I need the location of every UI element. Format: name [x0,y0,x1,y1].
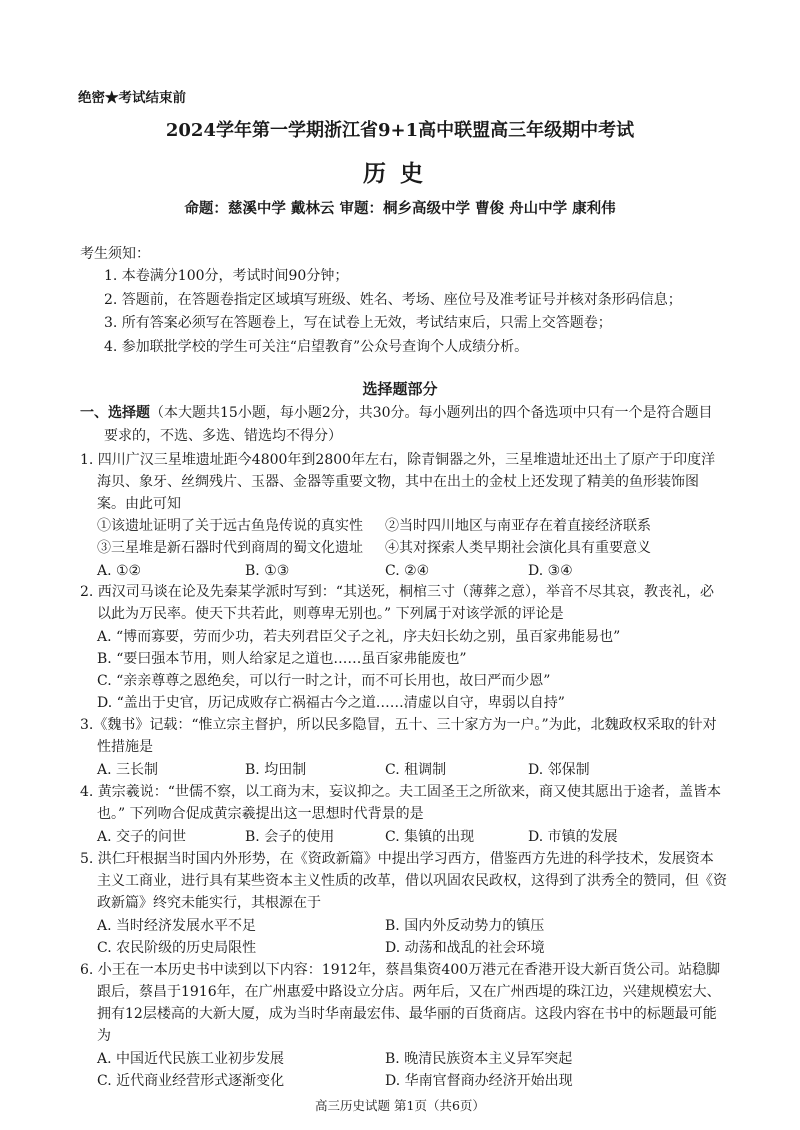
q3-option-c: C. 租调制 [385,762,447,778]
q1-stem-2: 海贝、象牙、丝绸残片、玉器、金器等重要文物，其中在出土的金杖上还发现了精美的鱼形装饰图 [97,474,699,490]
q2-option-d: D. “盖出于史官，历记成败存亡祸福古今之道……清虚以自守，卑弱以自持” [97,695,565,711]
q1-statement-3: ③三星堆是新石器时代到商周的蜀文化遗址 [97,540,363,556]
q5-option-d: D. 动荡和战乱的社会环境 [385,940,545,956]
q2-option-b: B. “要曰强本节用，则人给家足之道也……虽百家弗能废也” [97,651,467,667]
subject-title: 历史 [363,160,437,187]
confidential-mark: 绝密★考试结束前 [78,90,186,106]
part1-label: 一、选择题 [80,405,150,421]
part1-text-2: 要求的，不选、多选、错选均不得分） [104,428,342,444]
q5-option-c: C. 农民阶级的历史局限性 [97,940,257,956]
q4-stem-1: 4. 黄宗羲说：“世儒不察，以工商为末，妄议抑之。夫工固圣王之所欲来，商又使其愿出于途者，盖皆本 [80,784,721,800]
q4-option-b: B. 会子的使用 [245,829,335,845]
q5-stem-2: 主义工商业，进行具有某些资本主义性质的改革，借以巩固农民政权，这得到了洪秀全的赞同，但《资 [97,873,727,889]
q3-stem-1: 3.《魏书》记载：“惟立宗主督护，所以民多隐冒，五十、三十家方为一户。”为此，北魏政权采取的针对 [80,717,717,733]
q2-stem-1: 2. 西汉司马谈在论及先秦某学派时写到：“其送死，桐棺三寸（薄葬之意），举音不尽其哀，教丧礼，必 [80,584,714,600]
notice-heading: 考生须知： [80,246,150,262]
q2-stem-2: 以此为万民率。使天下共若此，则尊卑无别也。” 下列属于对该学派的评论是 [97,606,564,622]
q6-stem-1: 6. 小王在一本历史书中读到以下内容：1912年，蔡昌集资400万港元在香港开设大新百货公司。站稳脚 [80,962,721,978]
q6-stem-4: 为 [97,1028,111,1044]
q1-option-b: B. ①③ [245,563,290,579]
q3-option-a: A. 三长制 [97,762,159,778]
q1-option-a: A. ①② [97,563,142,579]
notice-item-1: 1. 本卷满分100分，考试时间90分钟； [104,268,349,284]
q5-stem-1: 5. 洪仁玕根据当时国内外形势，在《资政新篇》中提出学习西方，借鉴西方先进的科学技术，发展资本 [80,851,714,867]
q1-option-d: D. ③④ [528,563,573,579]
q1-statement-2: ②当时四川地区与南亚存在着直接经济联系 [385,518,651,534]
q3-stem-2: 性措施是 [97,739,153,755]
q3-option-b: B. 均田制 [245,762,307,778]
part1-text-1: （本大题共15小题，每小题2分，共30分。每小题列出的四个备选项中只有一个是符合题目 [150,405,713,421]
q1-stem-3: 案。由此可知 [97,496,181,512]
q5-option-b: B. 国内外反动势力的镇压 [385,918,545,934]
q2-option-c: C. “亲亲尊尊之恩绝矣，可以行一时之计，而不可长用也，故曰严而少恩” [97,673,551,689]
q4-stem-2: 也。” 下列吻合促成黄宗羲提出这一思想时代背景的是 [97,806,424,822]
q3-option-d: D. 邻保制 [528,762,590,778]
q1-option-c: C. ②④ [385,563,430,579]
q4-option-d: D. 市镇的发展 [528,829,618,845]
notice-item-2: 2. 答题前，在答题卷指定区域填写班级、姓名、考场、座位号及准考证号并核对条形码信息； [104,292,682,308]
q6-option-c: C. 近代商业经营形式逐渐变化 [97,1073,285,1089]
q1-statement-4: ④其对探索人类早期社会演化具有重要意义 [385,540,651,556]
q6-option-d: D. 华南官督商办经济开始出现 [385,1073,573,1089]
notice-item-4: 4. 参加联批学校的学生可关注“启望教育”公众号查询个人成绩分析。 [104,339,529,355]
q4-option-a: A. 交子的问世 [97,829,187,845]
q1-stem-1: 1. 四川广汉三星堆遗址距今4800年到2800年左右，除青铜器之外，三星堆遗址还出土了原产于印度洋 [80,452,716,468]
notice-item-3: 3. 所有答案必须写在答题卷上，写在试卷上无效，考试结束后，只需上交答题卷； [104,315,612,331]
q5-stem-3: 政新篇》终究未能实行，其根源在于 [97,895,321,911]
q6-option-b: B. 晚清民族资本主义异军突起 [385,1051,573,1067]
q6-stem-2: 跟后，蔡昌于1916年，在广州惠爱中路设立分店。两年后，又在广州西堤的珠江边，兴建规模宏大、 [97,984,721,1000]
q2-option-a: A. “博而寡要，劳而少功，若夫列君臣父子之礼，序夫妇长幼之别，虽百家弗能易也” [97,629,621,645]
q1-statement-1: ①该遗址证明了关于远古鱼凫传说的真实性 [97,518,363,534]
q6-option-a: A. 中国近代民族工业初步发展 [97,1051,285,1067]
q5-option-a: A. 当时经济发展水平不足 [97,918,257,934]
authors-line: 命题：慈溪中学 戴林云 审题：桐乡高级中学 曹俊 舟山中学 康利伟 [184,200,616,217]
exam-title: 2024学年第一学期浙江省9+1高中联盟高三年级期中考试 [165,120,635,141]
part1-instructions [80,403,713,423]
q4-option-c: C. 集镇的出现 [385,829,475,845]
section-title: 选择题部分 [362,380,438,398]
q6-stem-3: 拥有12层楼高的大新大厦，成为当时华南最宏伟、最华丽的百货商店。这段内容在书中的标题最可能 [97,1006,717,1022]
page-footer: 高三历史试题 第1页（共6页） [315,1098,485,1113]
